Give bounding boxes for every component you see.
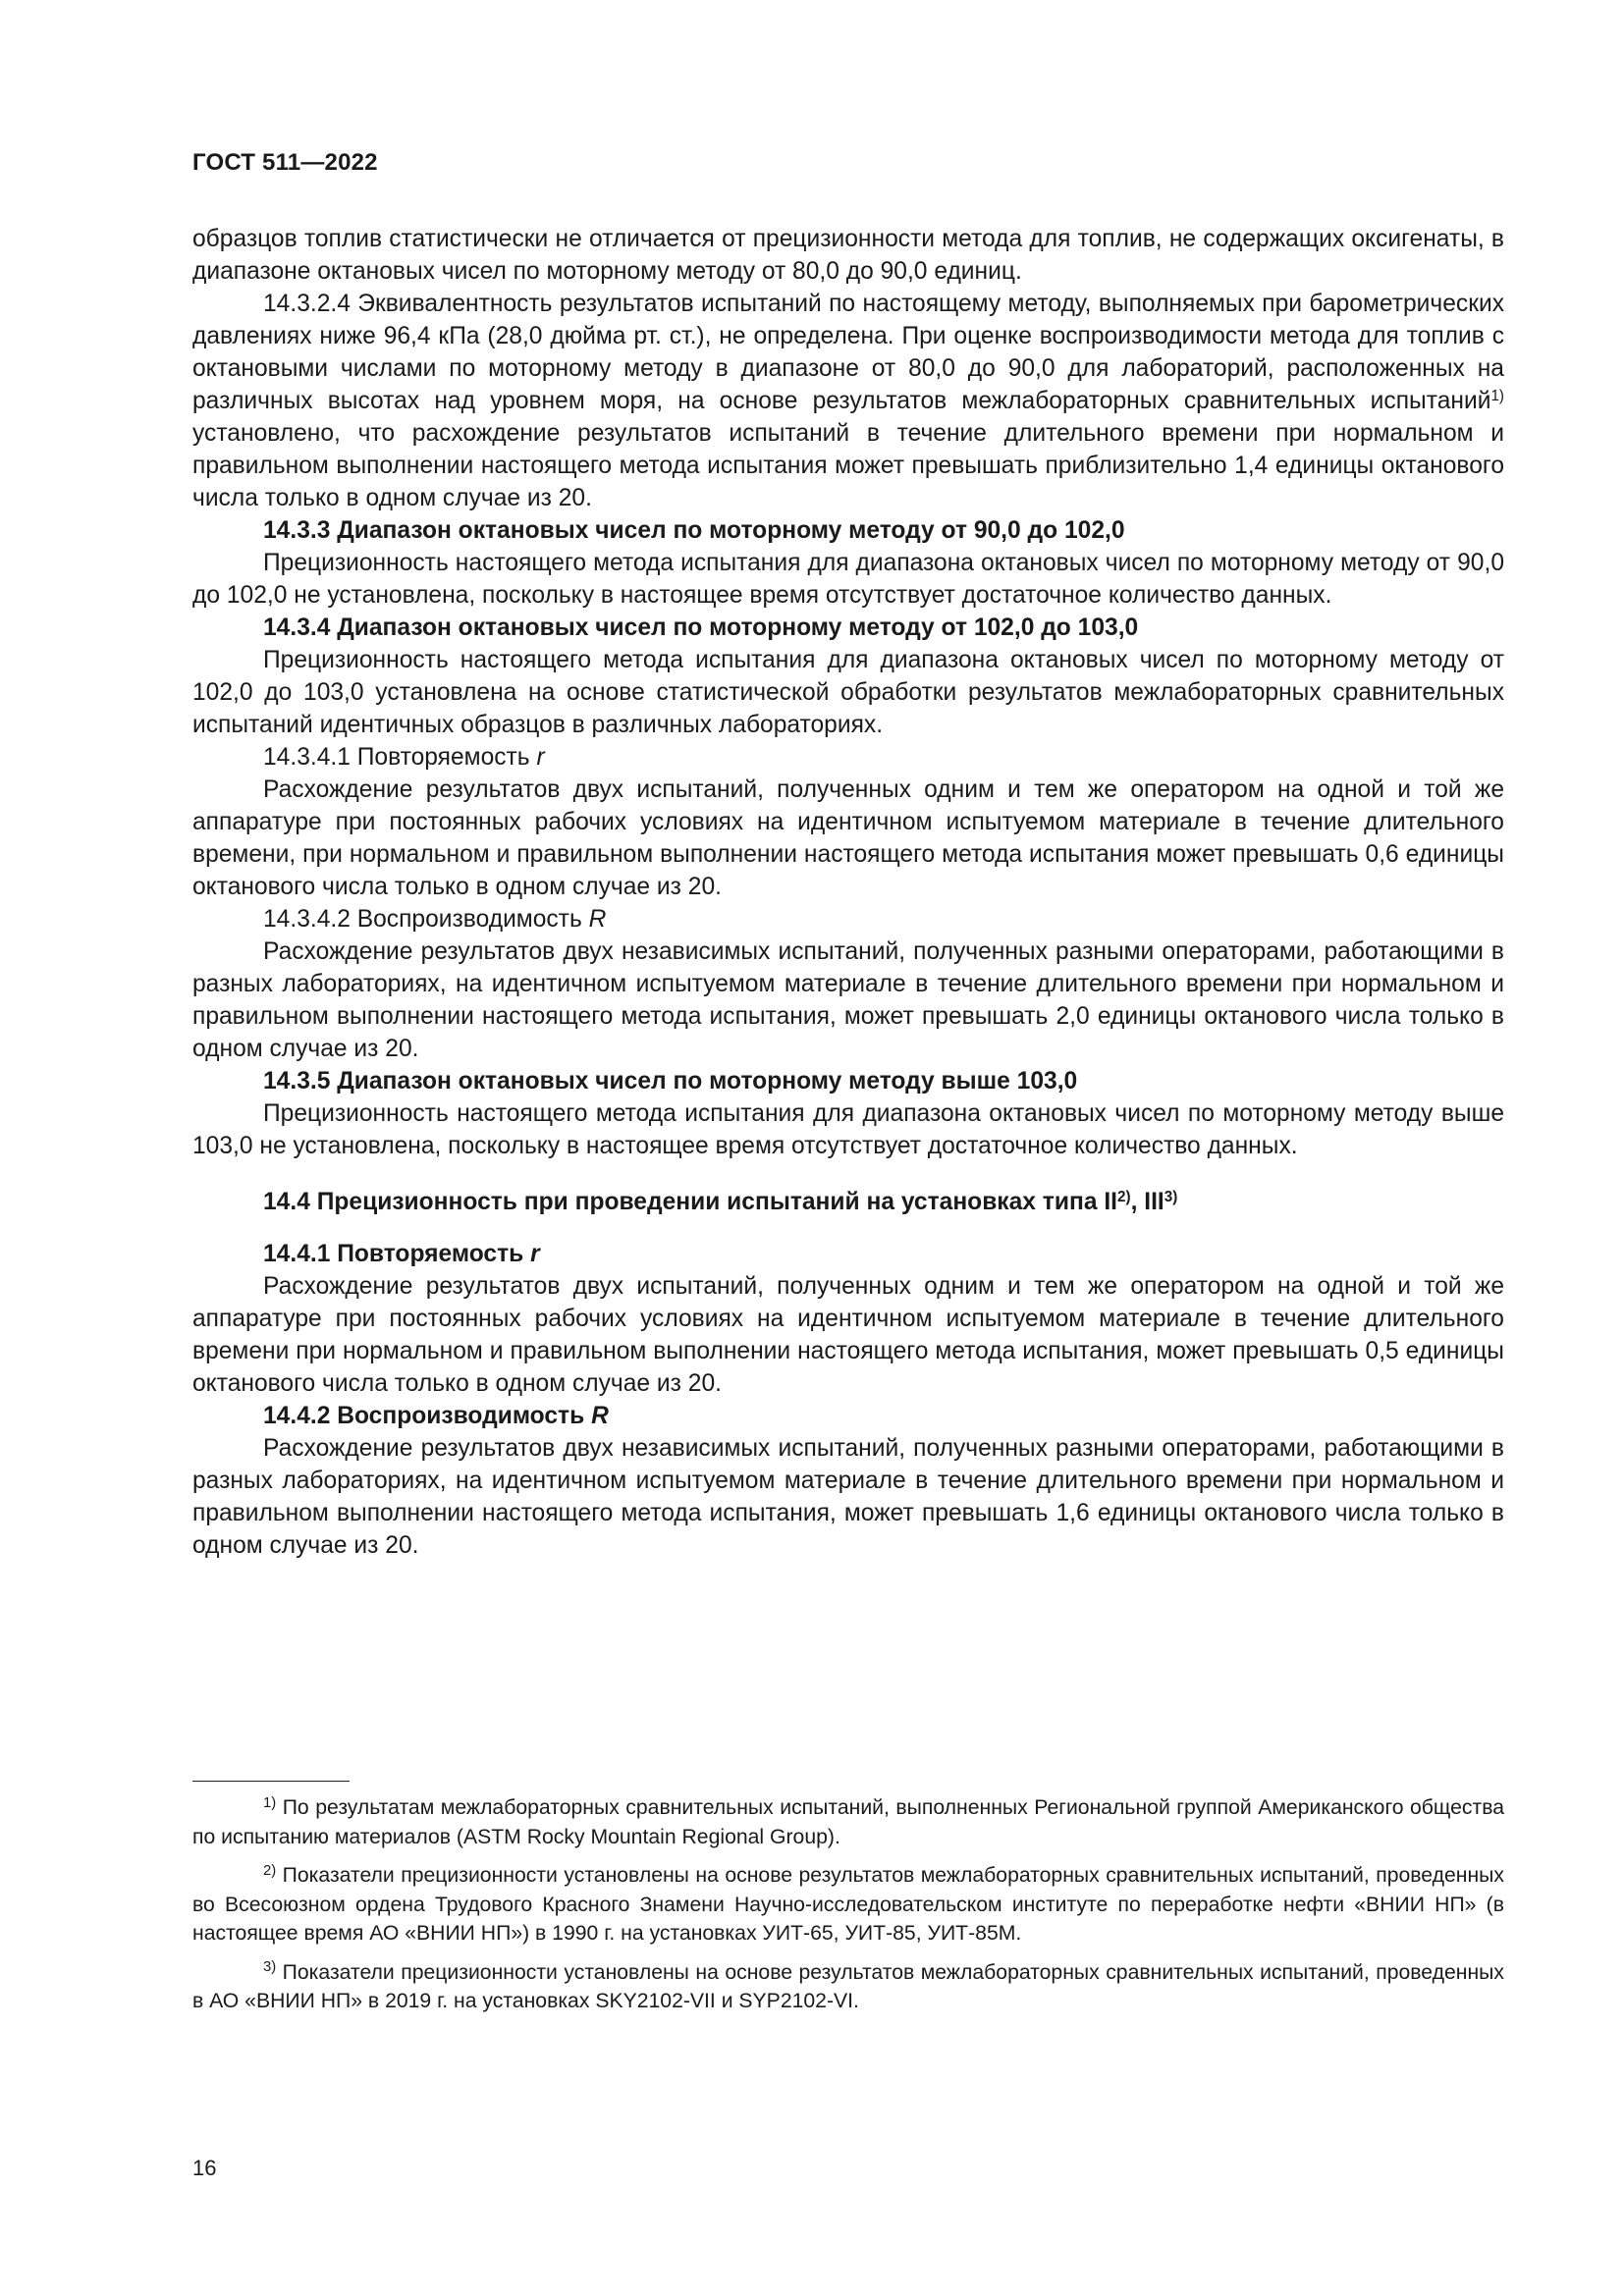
page-number: 16 <box>192 2156 217 2180</box>
heading-text: 14.4.2 Воспроизводимость <box>263 1403 592 1429</box>
heading-text: 14.3.4.2 Воспроизводимость <box>263 906 589 933</box>
footnote-2 <box>192 1861 1504 1949</box>
heading-14-3-4-2 <box>192 903 1504 935</box>
symbol-r: r <box>536 744 545 771</box>
heading-14-3-4-1 <box>192 741 1504 774</box>
symbol-R: R <box>591 1403 609 1429</box>
heading-14-4 <box>192 1186 1504 1218</box>
heading-14-3-4: 14.3.4 Диапазон октановых чисел по моторному методу от 102,0 до 103,0 <box>263 614 1139 641</box>
footnote-mark: 1) <box>263 1794 277 1811</box>
footnote-mark: 2) <box>263 1862 277 1879</box>
symbol-R: R <box>588 906 607 933</box>
heading-14-4-2 <box>192 1400 1504 1432</box>
heading-text: 14.4.1 Повторяемость <box>263 1241 531 1267</box>
footnote-1 <box>192 1793 1504 1851</box>
paragraph-text: установлено, что расхождение результатов испытаний в течение длительного времени при нормальном и правильном выполнении настоящего метода испытания может превышать приблизительно 1,4 единицы октанового числа только в одном случае из 20. <box>192 420 1504 511</box>
footnote-text: Показатели прецизионности установлены на основе результатов межлабораторных сравнительных испытаний, проведенных во Всесоюзном ордена Трудового Красного Знамени Научно-исследовательском институте по переработке нефти «ВНИИ НП» (в настоящее время АО «ВНИИ НП») в 1990 г. на установках УИТ-65, УИТ-85, УИТ-85М. <box>192 1864 1504 1945</box>
footnote-ref-1[interactable]: 1) <box>1490 387 1504 404</box>
heading-14-3-5: 14.3.5 Диапазон октановых чисел по моторному методу выше 103,0 <box>263 1068 1078 1095</box>
footnote-ref-2[interactable]: 2) <box>1117 1188 1131 1205</box>
footnote-text: Показатели прецизионности установлены на основе результатов межлабораторных сравнительных испытаний, проведенных в АО «ВНИИ НП» в 2019 г. на установках SKY2102-VII и SYP2102-VI. <box>192 1960 1504 2012</box>
paragraph-14-4-1: Расхождение результатов двух испытаний, полученных одним и тем же оператором на одной и той же аппаратуре при постоянных рабочих условиях на идентичном испытуемом материале в течение длительного времени при нормальном и правильном выполнении настоящего метода испытания, может превышать 0,5 единицы октанового числа только в одном случае из 20. <box>192 1273 1504 1397</box>
paragraph-14-3-4-1: Расхождение результатов двух испытаний, полученных одним и тем же оператором на одной и той же аппаратуре при постоянных рабочих условиях на идентичном испытуемом материале в течение длительного времени, при нормальном и правильном выполнении настоящего метода испытания может превышать 0,6 единицы октанового числа только в одном случае из 20. <box>192 776 1504 900</box>
paragraph-14-3-3: Прецизионность настоящего метода испытания для диапазона октановых чисел по моторному методу от 90,0 до 102,0 не установлена, поскольку в настоящее время отсутствует достаточное количество данных. <box>192 550 1504 609</box>
paragraph-14-3-5: Прецизионность настоящего метода испытания для диапазона октановых чисел по моторному методу выше 103,0 не установлена, поскольку в настоящее время отсутствует достаточное количество данных. <box>192 1100 1504 1159</box>
paragraph-14-3-2-4 <box>192 288 1504 514</box>
document-body <box>192 223 1504 1562</box>
heading-14-4-1 <box>192 1238 1504 1270</box>
heading-text: 14.4 Прецизионность при проведении испытаний на установках типа II <box>263 1189 1118 1215</box>
heading-text: , III <box>1130 1189 1164 1215</box>
heading-text: 14.3.4.1 Повторяемость <box>263 744 537 771</box>
symbol-r: r <box>530 1241 540 1267</box>
footnote-mark: 3) <box>263 1959 277 1976</box>
paragraph-14-4-2: Расхождение результатов двух независимых испытаний, полученных разными операторами, работающими в разных лабораториях, на идентичном испытуемом материале в течение длительного времени при нормальном и правильном выполнении настоящего метода испытания, может превышать 1,6 единицы октанового числа только в одном случае из 20. <box>192 1435 1504 1559</box>
footnotes <box>192 1793 1504 2026</box>
footnote-divider <box>192 1781 350 1782</box>
paragraph-continuation: образцов топлив статистически не отличается от прецизионности метода для топлив, не содержащих оксигенаты, в диапазоне октановых чисел по моторному методу от 80,0 до 90,0 единиц. <box>192 226 1504 285</box>
paragraph-14-3-4-2: Расхождение результатов двух независимых испытаний, полученных разными операторами, работающими в разных лабораториях, на идентичном испытуемом материале в течение длительного времени при нормальном и правильном выполнении настоящего метода испытания, может превышать 2,0 единицы октанового числа только в одном случае из 20. <box>192 938 1504 1062</box>
footnote-3 <box>192 1958 1504 2016</box>
paragraph-14-3-4: Прецизионность настоящего метода испытания для диапазона октановых чисел по моторному методу от 102,0 до 103,0 установлена на основе статистической обработки результатов межлабораторных сравнительных испытаний идентичных образцов в различных лабораториях. <box>192 647 1504 738</box>
document-header: ГОСТ 511—2022 <box>192 149 378 176</box>
footnote-ref-3[interactable]: 3) <box>1164 1188 1178 1205</box>
heading-14-3-3: 14.3.3 Диапазон октановых чисел по моторному методу от 90,0 до 102,0 <box>263 517 1125 544</box>
paragraph-text: 14.3.2.4 Эквивалентность результатов испытаний по настоящему методу, выполняемых при барометрических давлениях ниже 96,4 кПа (28,0 дюйма рт. ст.), не определена. При оценке воспроизводимости метода для топлив с октановыми числами по моторному методу в диапазоне от 80,0 до 90,0 для лабораторий, расположенных на различных высотах над уровнем моря, на основе результатов межлабораторных сравнительных испытаний <box>192 291 1504 414</box>
footnote-text: По результатам межлабораторных сравнительных испытаний, выполненных Региональной группой Американского общества по испытанию материалов (ASTM Rocky Mountain Regional Group). <box>192 1796 1504 1848</box>
